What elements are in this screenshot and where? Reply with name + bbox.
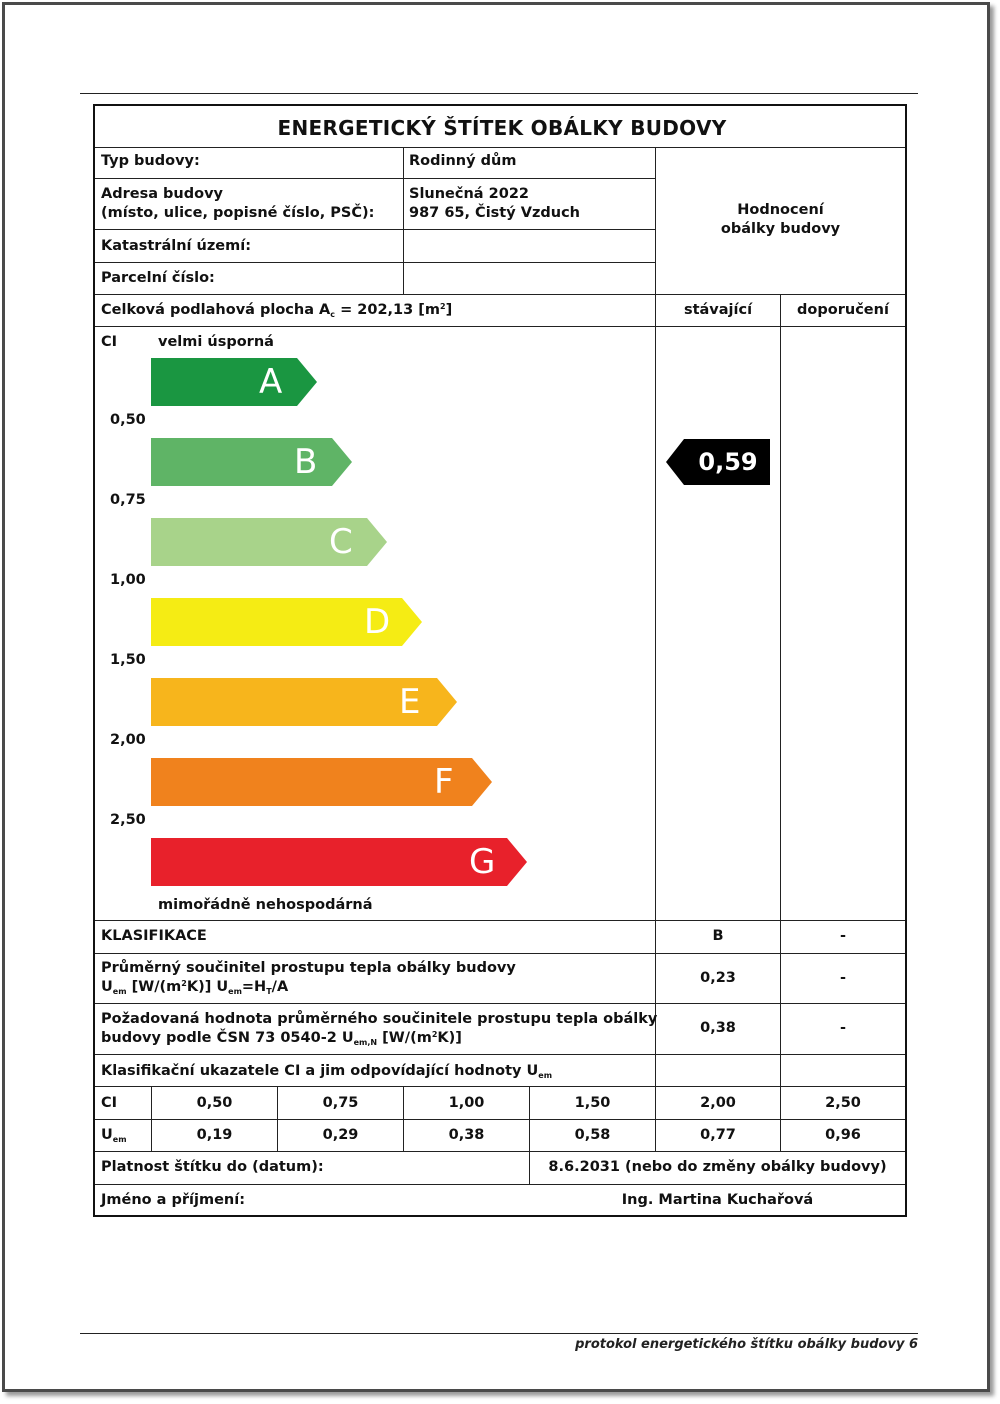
required-uem-current: 0,38 (700, 1020, 736, 1036)
header-rule (80, 93, 918, 94)
class-arrow-f (151, 758, 492, 806)
class-arrow-shape (151, 358, 317, 406)
threshold-label: 2,00 (110, 732, 146, 748)
threshold-label: 1,50 (110, 652, 146, 668)
validity-value: 8.6.2031 (nebo do změny obálky budovy) (548, 1159, 887, 1175)
uem-value: 0,96 (825, 1127, 861, 1143)
evaluation-header-line1: Hodnocení (737, 202, 824, 218)
indicators-label: Klasifikační ukazatele CI a jim odpovídající hodnoty $U_{em}$ (101, 1063, 553, 1080)
column-current: stávající (683, 302, 753, 318)
scale-top-label: velmi úsporná (158, 334, 274, 350)
address-label-line2: (místo, ulice, popisné číslo, PSČ): (101, 205, 375, 221)
grid-line (95, 953, 905, 954)
uem-value: 0,58 (574, 1127, 611, 1143)
class-arrow-c (151, 518, 387, 566)
grid-line (95, 262, 655, 263)
ci-value: 2,00 (700, 1095, 736, 1111)
ci-value: 1,50 (574, 1095, 611, 1111)
uem-value: 0,19 (196, 1127, 233, 1143)
label-title: ENERGETICKÝ ŠTÍTEK OBÁLKY BUDOVY (277, 116, 727, 140)
grid-line (95, 147, 905, 148)
threshold-label: 1,00 (110, 572, 146, 588)
footer-rule (80, 1333, 918, 1334)
ci-row-label: CI (101, 1095, 118, 1111)
name-label: Jméno a příjmení: (101, 1192, 246, 1208)
required-uem-recommended: - (839, 1020, 847, 1036)
avg-uem-label-line2: $U_{em}$ $[W/(m^2K)]$ $U_{em}=H_T/A$ (101, 979, 289, 996)
evaluation-header-line2: obálky budovy (720, 221, 841, 237)
ci-value: 0,50 (196, 1095, 233, 1111)
classification-label: KLASIFIKACE (101, 928, 207, 944)
threshold-label: 0,50 (110, 412, 146, 428)
uem-value: 0,29 (322, 1127, 359, 1143)
floor-area: Celková podlahová plocha $A_c = 202,13$ $[m^2]$ (101, 302, 453, 319)
address-value-line1: Slunečná 2022 (409, 186, 530, 202)
avg-uem-recommended: - (839, 970, 847, 986)
ci-label: CI (101, 334, 118, 350)
uem-row-label: $U_{em}$ (101, 1127, 127, 1144)
ci-value: 2,50 (825, 1095, 861, 1111)
uem-value: 0,38 (448, 1127, 485, 1143)
grid-line (95, 1184, 905, 1185)
class-arrow-fill (151, 438, 352, 486)
class-letter: G (469, 842, 496, 882)
class-arrow-d (151, 598, 422, 646)
class-arrow-shape (151, 438, 352, 486)
page-footer: protokol energetického štítku obálky budovy 6 (575, 1337, 918, 1352)
validity-label: Platnost štítku do (datum): (101, 1159, 324, 1175)
address-label-line1: Adresa budovy (101, 186, 223, 202)
class-letter: E (399, 682, 421, 722)
current-value: 0,59 (698, 448, 758, 476)
ci-value: 1,00 (448, 1095, 485, 1111)
cadastral-label: Katastrální území: (101, 238, 252, 254)
classification-recommended: - (839, 928, 847, 944)
class-letter: F (434, 762, 454, 802)
uem-value: 0,77 (700, 1127, 736, 1143)
class-letter: B (294, 442, 318, 482)
class-letter: C (329, 522, 353, 562)
grid-line (95, 229, 655, 230)
grid-line (95, 294, 905, 295)
class-arrow-fill (151, 358, 317, 406)
class-letter: D (364, 602, 391, 642)
threshold-label: 2,50 (110, 812, 146, 828)
grid-line (780, 294, 781, 1086)
class-letter: A (259, 362, 283, 402)
ci-value: 0,75 (322, 1095, 359, 1111)
building-type-label: Typ budovy: (101, 153, 200, 169)
grid-line (95, 1054, 905, 1055)
class-arrow-e (151, 678, 457, 726)
required-uem-label-line1: Požadovaná hodnota průměrného součinitele prostupu tepla obálky (101, 1011, 658, 1027)
avg-uem-current: 0,23 (700, 970, 736, 986)
grid-line (403, 147, 404, 294)
grid-line (95, 1086, 905, 1087)
grid-line (95, 1151, 905, 1152)
grid-line (95, 326, 905, 327)
parcel-label: Parcelní číslo: (101, 270, 215, 286)
energy-label (93, 104, 907, 1217)
class-arrow-a (151, 358, 317, 406)
grid-line (95, 920, 905, 921)
grid-line (95, 1003, 905, 1004)
current-value-badge (666, 439, 770, 489)
grid-line (95, 178, 655, 179)
class-arrow-g (151, 838, 527, 886)
name-value: Ing. Martina Kuchařová (621, 1192, 814, 1208)
classification-current: B (712, 928, 724, 944)
building-type-value: Rodinný dům (409, 153, 517, 169)
column-recommended: doporučení (797, 302, 889, 318)
grid-line (95, 1119, 905, 1120)
address-value-line2: 987 65, Čistý Vzduch (409, 205, 581, 221)
class-arrow-b (151, 438, 352, 486)
threshold-label: 0,75 (110, 492, 146, 508)
required-uem-label-line2: budovy podle ČSN 73 0540-2 $U_{em,N}$ $[W/(m^2K)]$ (101, 1030, 462, 1047)
scale-bottom-label: mimořádně nehospodárná (158, 897, 373, 913)
avg-uem-label-line1: Průměrný součinitel prostupu tepla obálky budovy (101, 960, 516, 976)
